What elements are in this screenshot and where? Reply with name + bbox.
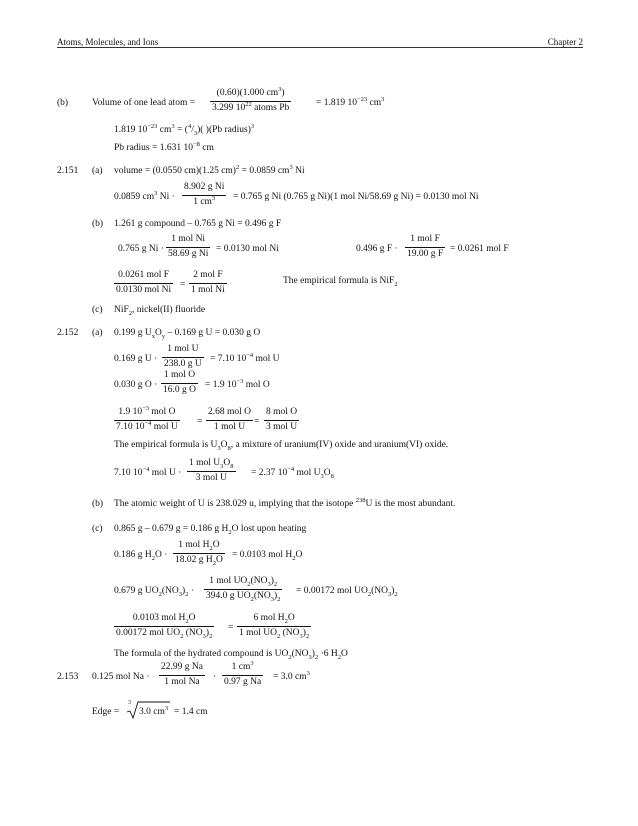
equation-text: = 0.0261 mol F — [450, 244, 509, 254]
equation-text: Edge = — [92, 707, 120, 717]
equation-text: 0.679 g $UO_2(NO_3)_2$ · — [114, 586, 194, 598]
header-rule — [57, 47, 583, 48]
equation-text: = 2.37 $10^{-4}$ mol $U_3O_8$ — [251, 465, 334, 480]
fraction — [114, 614, 214, 638]
equation-text: 1.819 $10^{-23}$ $cm^3 = (^4/_3)$( )(Pb radius)$^3$ — [114, 122, 255, 137]
numerator: 2.68 mol O — [206, 408, 253, 421]
equation-text: = 3.0 $cm^3$ — [273, 669, 310, 682]
numerator: 1 mol $U_3O_8$ — [189, 458, 234, 470]
fraction — [161, 371, 198, 395]
denominator: 16.0 g O — [163, 384, 196, 395]
conclusion-text: The empirical formula is NiF$_2$ — [283, 276, 398, 288]
numerator: 1 mol O — [161, 371, 198, 384]
radicand: 3.0 $cm^3$ — [139, 704, 169, 717]
equals-sign: = — [254, 417, 260, 427]
numerator: 1 mol $H_2O$ — [173, 541, 225, 554]
part-label: (c) — [92, 524, 103, 534]
equation-text: 0.169 g U · — [114, 354, 158, 364]
running-header-title: Atoms, Molecules, and Ions — [57, 37, 159, 47]
fraction — [162, 345, 204, 369]
denominator: 0.97 g Na — [224, 676, 262, 687]
numerator: 8 mol O — [264, 408, 299, 421]
fraction — [159, 663, 205, 687]
running-header-chapter: Chapter 2 — [547, 37, 583, 47]
problem-number: 2.151 — [57, 166, 79, 176]
part-label: (a) — [92, 166, 103, 176]
fraction — [210, 85, 291, 113]
numerator: 1.9 $10^{-3}$ mol O — [114, 408, 180, 421]
denominator: 0.0130 mol Ni — [116, 284, 172, 295]
fraction — [182, 183, 226, 207]
root-index: 3 — [128, 700, 131, 706]
problem-number: 2.153 — [57, 672, 79, 682]
fraction — [237, 614, 311, 638]
denominator: 0.00172 mol $UO_2$ $(NO_3)_2$ — [116, 627, 213, 640]
numerator: (0.60)(1.000 $cm^3$) — [210, 89, 291, 102]
equals-sign: = — [228, 623, 234, 633]
denominator: 3 mol U — [195, 472, 227, 483]
fraction — [206, 408, 253, 432]
denominator: 1 mol $UO_2$ $(NO_3)_2$ — [239, 627, 310, 640]
denominator: 18.02 g $H_2O$ — [175, 554, 223, 567]
equation-text: 0.030 g O · — [114, 380, 158, 390]
fraction — [204, 577, 282, 601]
equation-text: The atomic weight of U is 238.029 u, implying that the isotope $^{238}$U is the most abundant. — [114, 496, 456, 509]
part-label: (b) — [57, 98, 69, 108]
denominator: 19.00 g F — [407, 248, 444, 259]
numerator: 1 mol $UO_2(NO_3)_2$ — [204, 577, 282, 590]
part-label: (b) — [92, 219, 104, 229]
equation-result: = 1.819 $10^{-23}$ $cm^3$ — [316, 95, 385, 108]
conclusion-text: The formula of the hydrated compound is $UO_2(NO_3)_2 \cdot 6$ $H_2O$ — [114, 649, 348, 661]
equation-text: 7.10 $10^{-4}$ mol U · — [114, 465, 182, 478]
problem-number: 2.152 — [57, 328, 79, 338]
equation-text: volume = (0.0550 cm)(1.25 cm)$^2$ = 0.0859 $cm^3$ Ni — [114, 163, 305, 176]
denominator: 58.69 g Ni — [168, 248, 209, 259]
numerator: 1 mol F — [405, 235, 445, 248]
equals-sign: = — [180, 280, 186, 290]
fraction — [405, 235, 445, 259]
part-label: (c) — [92, 305, 103, 315]
equation-text: 0.199 g $U_xO_y - 0.169$ g U = 0.030 g O — [114, 328, 261, 340]
equation-text: Pb radius = 1.631 $10^{-8}$ cm — [114, 140, 214, 153]
denominator: 1 mol Ni — [191, 284, 225, 295]
equation-text: NiF$_2$, nickel(II) fluoride — [114, 305, 206, 317]
equation-text: = 0.0130 mol Ni — [216, 244, 279, 254]
numerator: 0.0261 mol F — [114, 271, 173, 284]
equation-text: 0.865 g – 0.679 g = 0.186 g $H_2O$ lost upon heating — [114, 524, 307, 536]
denominator: 1 mol Na — [164, 676, 200, 687]
numerator: 8.902 g Ni — [182, 183, 226, 196]
numerator: 0.0103 mol $H_2O$ — [114, 614, 214, 627]
denominator: 1 $cm^3$ — [193, 194, 216, 207]
numerator: 1 $cm^3$ — [222, 663, 263, 676]
part-label: (b) — [92, 499, 104, 509]
fraction — [189, 271, 227, 295]
equals-sign: = — [197, 417, 203, 427]
numerator: 2 mol F — [189, 271, 227, 284]
numerator: 6 mol $H_2O$ — [237, 614, 311, 627]
equation-text: = 1.9 $10^{-3}$ mol O — [205, 377, 270, 390]
equation-text: 0.765 g Ni · — [118, 244, 164, 254]
fraction — [114, 271, 173, 295]
fraction — [114, 404, 180, 432]
fraction — [264, 408, 299, 432]
equation-text: = 0.765 g Ni (0.765 g Ni)(1 mol Ni/58.69 g Ni) = 0.0130 mol Ni — [233, 192, 479, 202]
equation-text: 0.0859 $cm^3$ Ni · — [114, 189, 175, 202]
equation-text: 0.186 g $H_2O$ · — [114, 550, 168, 562]
denominator: 7.10 $10^{-4}$ mol U — [116, 419, 178, 432]
denominator: 3.299 $10^{22}$ atoms Pb — [212, 100, 290, 113]
equation-text: 0.496 g F · — [356, 244, 398, 254]
equation-text: = 1.4 cm — [174, 707, 208, 717]
fraction — [222, 659, 263, 687]
equation-text: = 7.10 $10^{-4}$ mol U — [210, 351, 280, 364]
denominator: 1 mol U — [213, 421, 246, 432]
fraction — [166, 235, 210, 259]
conclusion-text: The empirical formula is $U_3O_8$, a mixture of uranium(IV) oxide and uranium(VI) oxide. — [114, 440, 449, 452]
equation-text: Volume of one lead atom = — [92, 98, 196, 108]
numerator: 1 mol U — [162, 345, 204, 358]
part-label: (a) — [92, 328, 103, 338]
equation-text: 0.125 mol Na · — [92, 672, 150, 682]
numerator: 22.99 g Na — [159, 663, 205, 676]
equation-text: 1.261 g compound – 0.765 g Ni = 0.496 g F — [114, 219, 282, 229]
denominator: 238.0 g U — [164, 358, 202, 369]
denominator: 394.0 g $UO_2(NO_3)_2$ — [206, 590, 281, 603]
denominator: 3 mol U — [266, 421, 298, 432]
numerator: 1 mol Ni — [166, 235, 210, 248]
multiplication-dot: · — [213, 672, 217, 682]
fraction — [173, 541, 225, 565]
equation-text: = 0.0103 mol $H_2O$ — [232, 550, 303, 562]
fraction — [187, 459, 236, 483]
equation-text: = 0.00172 mol $UO_2(NO_3)_2$ — [296, 586, 398, 598]
